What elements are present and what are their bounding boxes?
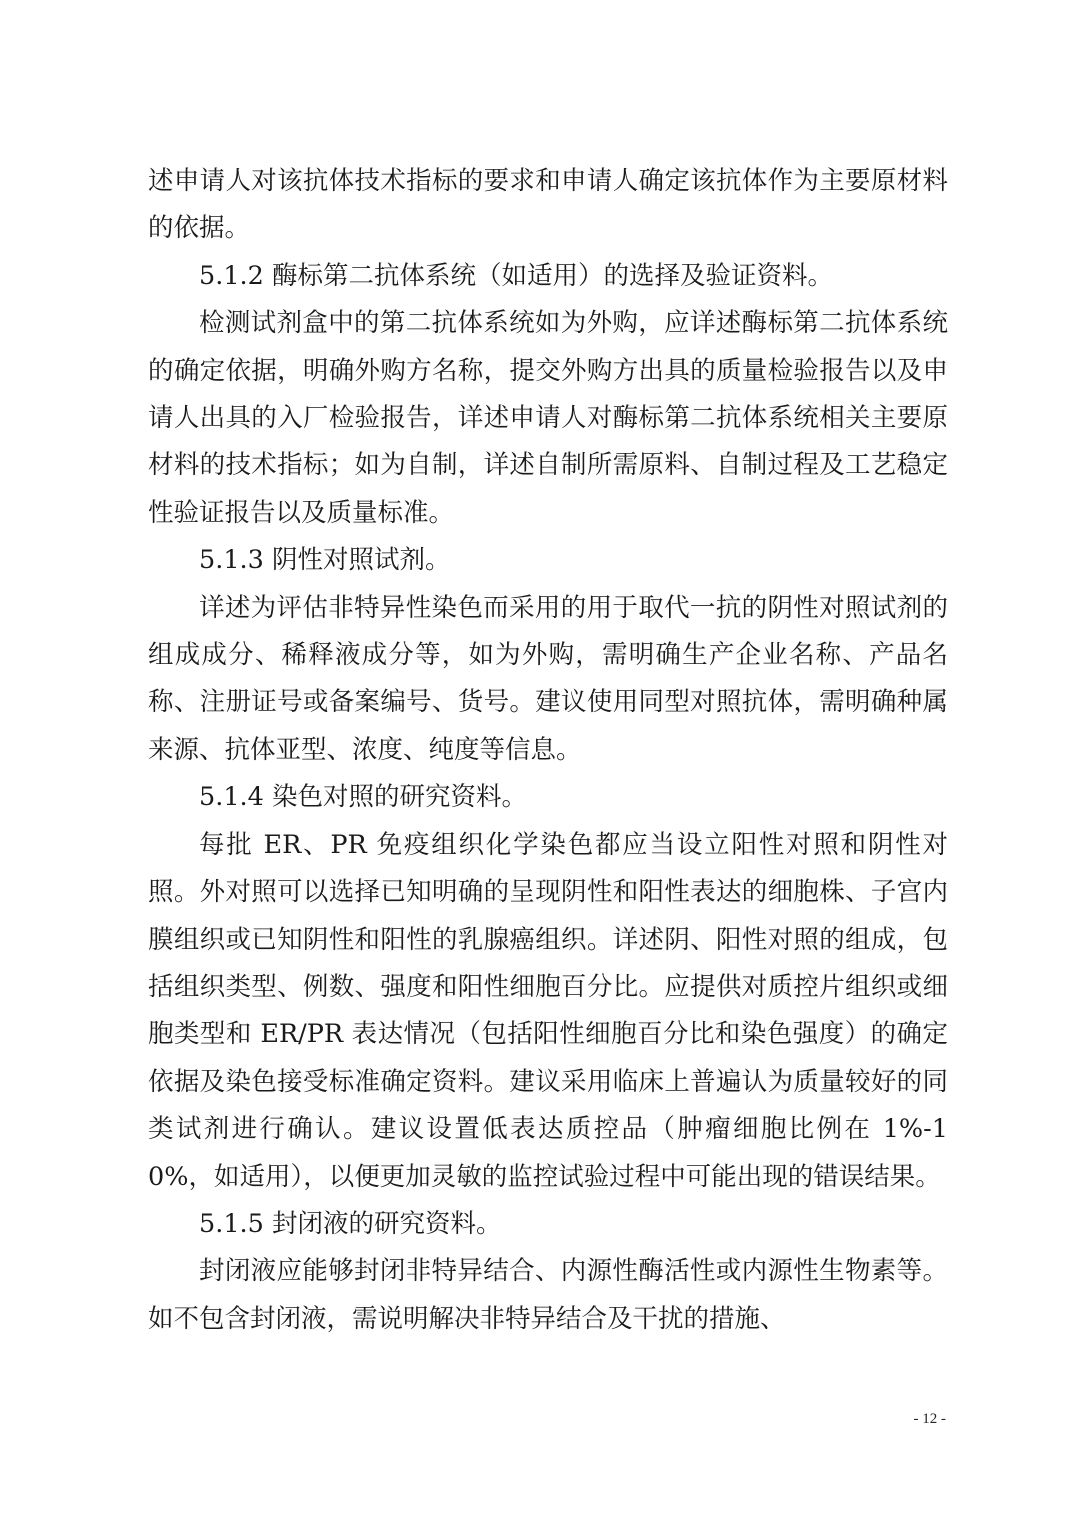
paragraph-5: 封闭液应能够封闭非特异结合、内源性酶活性或内源性生物素等。如不包含封闭液，需说明解决非特异结合及干扰的措施、	[148, 1256, 948, 1334]
paragraph-3: 详述为评估非特异性染色而采用的用于取代一抗的阴性对照试剂的组成成分、稀释液成分等，如为外购，需明确生产企业名称、产品名称、注册证号或备案编号、货号。建议使用同型对照抗体，需明确种属来源、抗体亚型、浓度、纯度等信息。	[148, 592, 948, 765]
heading-5-1-4: 5.1.4 染色对照的研究资料。	[199, 782, 527, 813]
document-body	[148, 158, 948, 1343]
page-number: - 12 -	[913, 1411, 946, 1427]
paragraph-2: 检测试剂盒中的第二抗体系统如为外购，应详述酶标第二抗体系统的确定依据，明确外购方名称，提交外购方出具的质量检验报告以及申请人出具的入厂检验报告，详述申请人对酶标第二抗体系统相关主要原材料的技术指标；如为自制，详述自制所需原料、自制过程及工艺稳定性验证报告以及质量标准。	[148, 308, 948, 528]
heading-5-1-5: 5.1.5 封闭液的研究资料。	[199, 1208, 502, 1239]
heading-5-1-3: 5.1.3 阴性对照试剂。	[199, 545, 451, 576]
heading-5-1-2: 5.1.2 酶标第二抗体系统（如适用）的选择及验证资料。	[199, 260, 833, 291]
paragraph-1: 述申请人对该抗体技术指标的要求和申请人确定该抗体作为主要原材料的依据。	[148, 166, 948, 244]
paragraph-4: 每批 ER、PR 免疫组织化学染色都应当设立阳性对照和阴性对照。外对照可以选择已知明确的呈现阴性和阳性表达的细胞株、子宫内膜组织或已知阴性和阳性的乳腺癌组织。详述阴、阳性对照的组成，包括组织类型、例数、强度和阳性细胞百分比。应提供对质控片组织或细胞类型和 ER/PR 表达情况（包括阳性细胞百分比和染色强度）的确定依据及染色接受标准确定资料。建议采用临床上普遍认为质量较好的同类试剂进行确认。建议设置低表达质控品（肿瘤细胞比例在 1%-10%，如适用），以便更加灵敏的监控试验过程中可能出现的错误结果。	[148, 829, 948, 1192]
